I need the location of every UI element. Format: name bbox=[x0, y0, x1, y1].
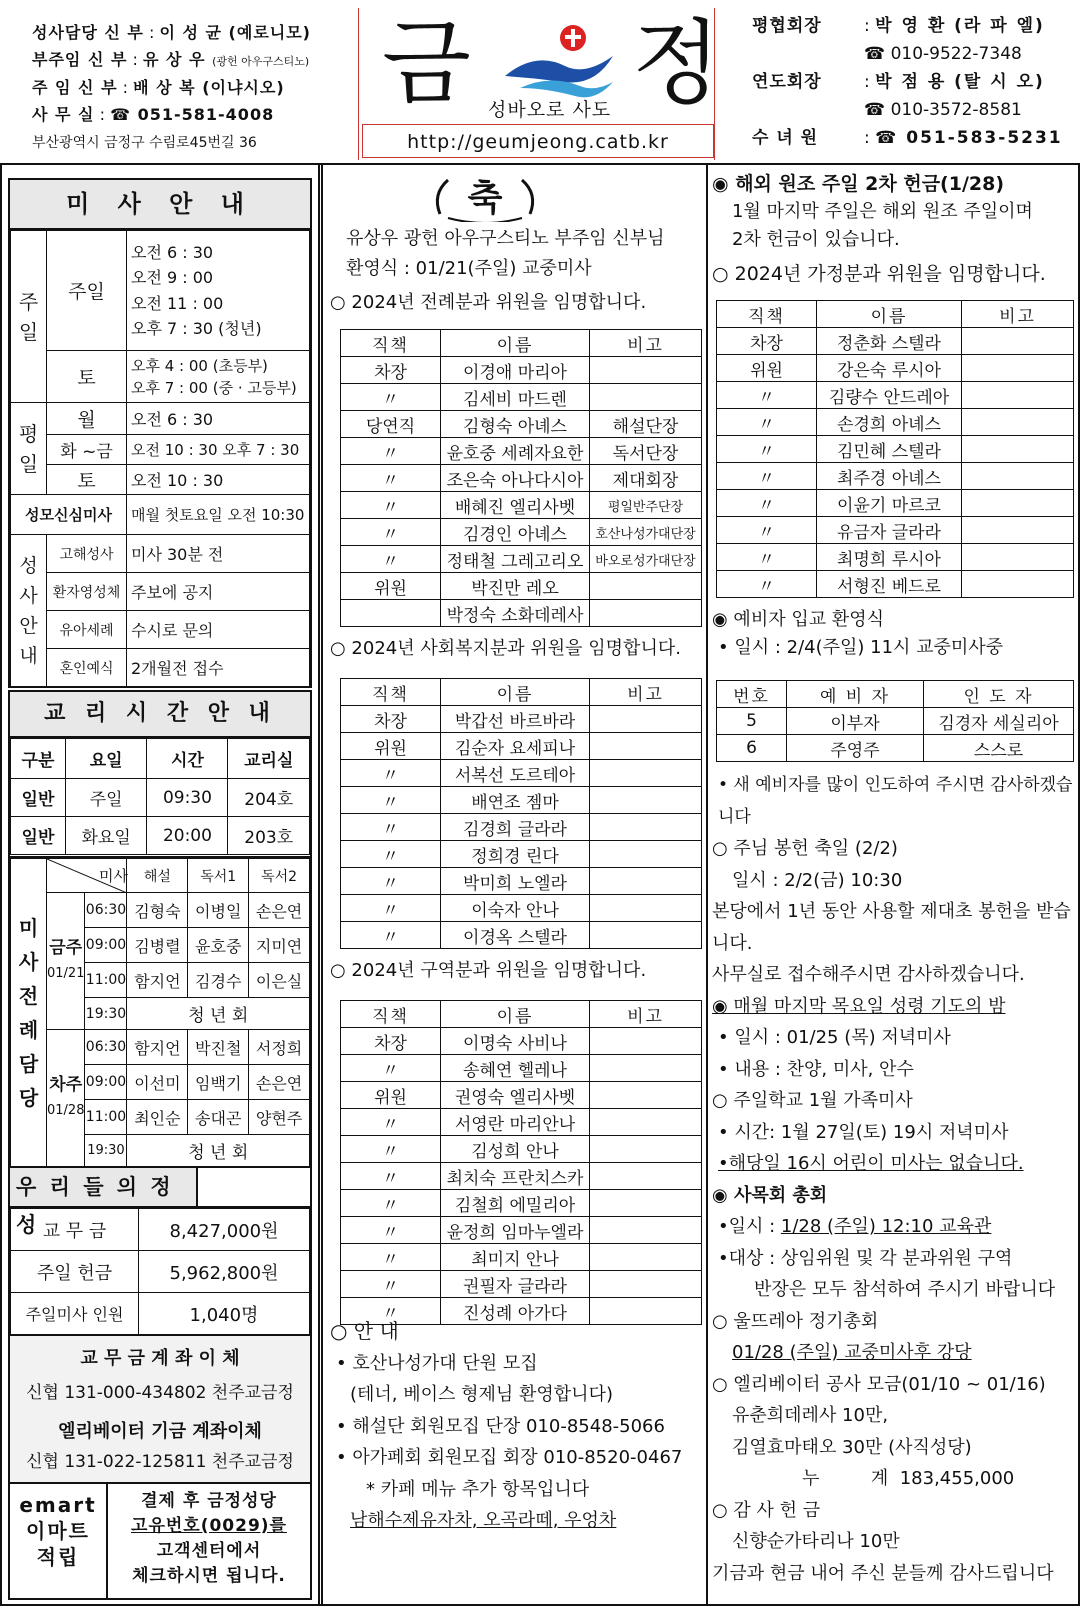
table-row bbox=[341, 600, 702, 627]
mass-guide-title: 미 사 안 내 bbox=[10, 180, 310, 230]
name-cell: 김세비 마드렌 bbox=[441, 384, 590, 411]
note-cell bbox=[590, 384, 702, 411]
role-cell: 〃 bbox=[341, 519, 441, 546]
table-row bbox=[341, 1271, 702, 1298]
name-cell: 송혜연 헬레나 bbox=[441, 1055, 590, 1082]
mass-guide-table: 주일 주일 오전 6 : 30 오전 9 : 00 오전 11 : 00 오후 7 : 30 (청년) 토 오후 4 : 00 (초등부) 오후 7 : 00 (중 · 고등부) 평일 월 오전 6 : 30 화 ~금 오전 10 : 30 오후 7 : 30 토 오전 10 : 30 성모신심미사 매월 첫토요일 오전 10:30 성사안내 고해성사 미사 30분 전 환자영성체 주보에 공지 유아세례 수시로 문의 혼인예식 2개월전 접수 bbox=[10, 230, 310, 687]
role-cell: 차장 bbox=[717, 328, 817, 355]
name-cell: 최미지 안나 bbox=[441, 1244, 590, 1271]
table-row bbox=[717, 355, 1074, 382]
catechumen-table: 번호 예 비 자 인 도 자 5 이부자 김경자 세실리아 6 주영주 스스로 bbox=[716, 680, 1074, 762]
role-cell: 〃 bbox=[341, 1136, 441, 1163]
table-row bbox=[341, 411, 702, 438]
table-header: 이름 bbox=[817, 301, 962, 328]
role-cell bbox=[341, 600, 441, 627]
name-cell: 최치숙 프란치스카 bbox=[441, 1163, 590, 1190]
name-cell: 최명희 루시아 bbox=[817, 544, 962, 571]
name-cell: 김경인 아녜스 bbox=[441, 519, 590, 546]
role-cell: 〃 bbox=[717, 517, 817, 544]
note-cell bbox=[590, 357, 702, 384]
table-row bbox=[717, 517, 1074, 544]
table-row bbox=[341, 465, 702, 492]
role-cell: 〃 bbox=[341, 895, 441, 922]
role-cell: 〃 bbox=[341, 1217, 441, 1244]
note-cell bbox=[962, 571, 1074, 598]
offering-box bbox=[8, 1166, 312, 1336]
role-cell: 〃 bbox=[341, 1190, 441, 1217]
clergy-row: 주 임 신 부 : 배 상 복 (이냐시오) bbox=[32, 78, 285, 97]
role-cell: 〃 bbox=[341, 922, 441, 949]
mass-guide-box bbox=[8, 178, 312, 688]
name-cell: 김철희 에밀리아 bbox=[441, 1190, 590, 1217]
note-cell bbox=[590, 814, 702, 841]
role-cell: 〃 bbox=[341, 384, 441, 411]
table-row bbox=[341, 492, 702, 519]
note-cell bbox=[590, 733, 702, 760]
column-middle bbox=[330, 166, 702, 1604]
table-row bbox=[341, 357, 702, 384]
t2-title: ○ 2024년 사회복지분과 위원을 임명합니다. bbox=[330, 638, 681, 659]
role-cell: 〃 bbox=[717, 544, 817, 571]
table-row bbox=[341, 760, 702, 787]
note-cell bbox=[962, 517, 1074, 544]
name-cell: 이윤기 마르코 bbox=[817, 490, 962, 517]
name-cell: 윤호중 세례자요한 bbox=[441, 438, 590, 465]
note-cell bbox=[590, 1109, 702, 1136]
name-cell: 박진만 레오 bbox=[441, 573, 590, 600]
note-cell bbox=[590, 1163, 702, 1190]
name-cell: 정희경 린다 bbox=[441, 841, 590, 868]
table-row bbox=[341, 1109, 702, 1136]
table-row bbox=[341, 546, 702, 573]
table-row bbox=[341, 1055, 702, 1082]
note-cell bbox=[590, 922, 702, 949]
table-row bbox=[341, 1217, 702, 1244]
note-cell: 독서단장 bbox=[590, 438, 702, 465]
welfare-committee-table bbox=[340, 678, 702, 949]
table-row bbox=[341, 438, 702, 465]
role-cell: 위원 bbox=[341, 573, 441, 600]
table-header: 비고 bbox=[962, 301, 1074, 328]
note-cell bbox=[590, 1028, 702, 1055]
table-row bbox=[341, 1163, 702, 1190]
table-header: 비고 bbox=[590, 330, 702, 357]
note-cell bbox=[590, 895, 702, 922]
name-cell: 김성희 안나 bbox=[441, 1136, 590, 1163]
note-cell bbox=[590, 868, 702, 895]
role-cell: 〃 bbox=[341, 546, 441, 573]
liturgy-committee-table bbox=[340, 329, 702, 627]
role-cell: 위원 bbox=[717, 355, 817, 382]
name-cell: 김경희 글라라 bbox=[441, 814, 590, 841]
emart-brand: emart 이마트 적립 bbox=[10, 1484, 108, 1598]
table-row bbox=[341, 573, 702, 600]
note-cell bbox=[962, 328, 1074, 355]
note-cell: 제대회장 bbox=[590, 465, 702, 492]
offering-title: 우 리 들 의 정 성 bbox=[10, 1168, 198, 1206]
role-cell: 〃 bbox=[341, 841, 441, 868]
note-cell bbox=[590, 706, 702, 733]
name-cell: 강은숙 루시아 bbox=[817, 355, 962, 382]
role-cell: 〃 bbox=[341, 492, 441, 519]
role-cell: 〃 bbox=[341, 760, 441, 787]
table-row bbox=[341, 814, 702, 841]
name-cell: 최주경 아녜스 bbox=[817, 463, 962, 490]
name-cell: 정태철 그레고리오 bbox=[441, 546, 590, 573]
note-cell bbox=[590, 787, 702, 814]
table-row bbox=[341, 895, 702, 922]
note-cell: 평일반주단장 bbox=[590, 492, 702, 519]
table-header: 직책 bbox=[341, 679, 441, 706]
note-cell bbox=[590, 1136, 702, 1163]
table-header: 비고 bbox=[590, 1001, 702, 1028]
table-row bbox=[341, 519, 702, 546]
patron-saint: 성바오로 사도 bbox=[488, 99, 612, 121]
role-cell: 〃 bbox=[341, 1109, 441, 1136]
note-cell bbox=[590, 760, 702, 787]
role-cell: 〃 bbox=[717, 382, 817, 409]
name-cell: 서형진 베드로 bbox=[817, 571, 962, 598]
name-cell: 조은숙 아나다시아 bbox=[441, 465, 590, 492]
table-row bbox=[717, 571, 1074, 598]
clergy-row: 부주임 신 부 : 유 상 우 (광헌 아우구스티노) bbox=[32, 49, 310, 69]
role-cell: 〃 bbox=[717, 571, 817, 598]
role-cell: 차장 bbox=[341, 706, 441, 733]
role-cell: 차장 bbox=[341, 357, 441, 384]
table-row bbox=[717, 409, 1074, 436]
name-cell: 이경애 마리아 bbox=[441, 357, 590, 384]
emart-info: 결제 후 금정성당 고유번호(0029)를 고객센터에서 체크하시면 됩니다. bbox=[131, 1491, 287, 1586]
role-cell: 〃 bbox=[341, 1244, 441, 1271]
t3-title: ○ 2024년 구역분과 위원을 임명합니다. bbox=[330, 960, 647, 981]
role-cell: 〃 bbox=[341, 1271, 441, 1298]
note-cell bbox=[590, 573, 702, 600]
role-cell: 위원 bbox=[341, 733, 441, 760]
role-cell: 〃 bbox=[341, 1163, 441, 1190]
name-cell: 이명숙 사비나 bbox=[441, 1028, 590, 1055]
table-row bbox=[717, 382, 1074, 409]
table-header: 이름 bbox=[441, 330, 590, 357]
clergy-row: 사 무 실 : ☎ 051-581-4008 bbox=[32, 104, 275, 124]
table-row bbox=[341, 733, 702, 760]
role-cell: 〃 bbox=[341, 1055, 441, 1082]
contacts: 평협회장 : 박 영 환 (라 파 엘) ☎ 010-9522-7348 연도회장 : 박 점 용 (탈 시 오) ☎ 010-3572-8581 수 녀 원 : ☎ 051-583-5231 bbox=[752, 16, 1063, 148]
note-cell: 바오로성가대단장 bbox=[590, 546, 702, 573]
note-cell bbox=[590, 600, 702, 627]
name-cell: 배혜진 엘리사벳 bbox=[441, 492, 590, 519]
role-cell: 〃 bbox=[341, 814, 441, 841]
note-cell bbox=[590, 1190, 702, 1217]
name-cell: 박갑선 바르바라 bbox=[441, 706, 590, 733]
emart-box bbox=[8, 1482, 312, 1600]
note-cell bbox=[590, 1271, 702, 1298]
name-cell: 유금자 글라라 bbox=[817, 517, 962, 544]
table-header: 직책 bbox=[341, 1001, 441, 1028]
note-cell bbox=[962, 490, 1074, 517]
title-left-char: 금 bbox=[382, 10, 471, 117]
role-cell: 〃 bbox=[717, 490, 817, 517]
note-cell: 해설단장 bbox=[590, 411, 702, 438]
name-cell: 윤정희 임마누엘라 bbox=[441, 1217, 590, 1244]
role-cell: 〃 bbox=[717, 409, 817, 436]
clergy-row: 성사담당 신 부 : 이 성 균 (예로니모) bbox=[32, 23, 311, 42]
family-committee-title: ○ 2024년 가정분과 위원을 임명합니다. bbox=[712, 263, 1046, 285]
note-cell bbox=[962, 436, 1074, 463]
note-cell bbox=[962, 409, 1074, 436]
role-cell: 〃 bbox=[717, 436, 817, 463]
role-cell: 〃 bbox=[717, 463, 817, 490]
name-cell: 김형숙 아녜스 bbox=[441, 411, 590, 438]
note-cell bbox=[962, 463, 1074, 490]
catechumen-block: ◉ 예비자 입교 환영식 • 일시 : 2/4(주일) 11시 교중미사중 bbox=[712, 609, 1004, 658]
welcome-text: 유상우 광헌 아우구스티노 부주임 신부님 환영식 : 01/21(주일) 교중미사 bbox=[346, 228, 665, 279]
table-row bbox=[717, 436, 1074, 463]
note-cell bbox=[590, 1244, 702, 1271]
note-cell bbox=[590, 1055, 702, 1082]
celebrate-emblem: 축 bbox=[430, 172, 540, 222]
table-row bbox=[717, 463, 1074, 490]
name-cell: 이숙자 안나 bbox=[441, 895, 590, 922]
name-cell: 박미희 노엘라 bbox=[441, 868, 590, 895]
note-cell bbox=[962, 382, 1074, 409]
table-row bbox=[341, 1028, 702, 1055]
website-link[interactable]: http://geumjeong.catb.kr bbox=[362, 124, 714, 158]
role-cell: 차장 bbox=[341, 1028, 441, 1055]
role-cell: 〃 bbox=[341, 465, 441, 492]
title-right-char: 정 bbox=[632, 10, 721, 117]
table-header: 비고 bbox=[590, 679, 702, 706]
offering-table: 교 무 금 8,427,000원 주일 헌금 5,962,800원 주일미사 인원 1,040명 bbox=[10, 1208, 310, 1335]
name-cell: 김량수 안드레아 bbox=[817, 382, 962, 409]
clergy-info bbox=[32, 20, 357, 157]
table-row bbox=[341, 841, 702, 868]
name-cell: 진성례 아가다 bbox=[441, 1298, 590, 1325]
table-row bbox=[341, 1082, 702, 1109]
role-cell: 〃 bbox=[341, 438, 441, 465]
column-right bbox=[712, 166, 1076, 1604]
note-cell bbox=[590, 1082, 702, 1109]
name-cell: 서복선 도르테아 bbox=[441, 760, 590, 787]
table-row bbox=[341, 922, 702, 949]
catechism-box: 교 리 시 간 안 내 구분 요일 시간 교리실 일반 주일 09:30 204호 일반 화요일 20:00 203호 bbox=[8, 690, 312, 858]
district-committee-table bbox=[340, 1000, 702, 1325]
table-header: 이름 bbox=[441, 1001, 590, 1028]
name-cell: 권필자 글라라 bbox=[441, 1271, 590, 1298]
role-cell: 위원 bbox=[341, 1082, 441, 1109]
notice-block: ○ 안 내 • 호산나성가대 단원 모집 (테너, 베이스 형제님 환영합니다) • 해설단 회원모집 단장 010-8548-5066 • 아가페회 회원모집 회장 010-8520-0467 * 카페 메뉴 추가 항목입니다 남해수제유자차, 오곡라떼, 우엉차 bbox=[330, 1319, 683, 1531]
role-cell: 〃 bbox=[341, 787, 441, 814]
note-cell bbox=[962, 355, 1074, 382]
table-row bbox=[341, 1136, 702, 1163]
note-cell bbox=[962, 544, 1074, 571]
liturgy-box bbox=[8, 856, 312, 1168]
notices-right: • 새 예비자를 많이 인도하여 주시면 감사하겠습니다 ○ 주님 봉헌 축일 (2/2) 일시 : 2/2(금) 10:30 본당에서 1년 동안 사용할 제대초 봉헌을 받습니다. 사무실로 접수해주시면 감사하겠습니다. ◉ 매월 마지막 목요일 성령 기도의 밤 • 일시 : 01/25 (목) 저녁미사 • 내용 : 찬양, 미사, 안수 ○ 주일학교 1월 가족미사 • 시간: 1월 27일(토) 19시 저녁미사 •해당일 16시 어린이 미사는 없습니다. ◉ 사목회 총회 •일시 : 1/28 (주일) 12:10 교육관 •대상 : 상임위원 및 각 분과위원 구역 반장은 모두 참석하여 주시기 바랍니다 ○ 울뜨레아 정기총회 01/28 (주일) 교중미사후 강당 ○ 엘리베이터 공사 모금(01/10 ~ 01/16) 유춘희데레사 10만, 김열효마태오 30만 (사직성당) 누 계 183,455,000 ○ 감 사 헌 금 신향순가타리나 10만 기금과 현금 내어 주신 분들께 감사드립니다 bbox=[712, 775, 1073, 1584]
catechism-table: 구분 요일 시간 교리실 일반 주일 09:30 204호 일반 화요일 20:00 203호 bbox=[10, 738, 310, 855]
table-row bbox=[717, 328, 1074, 355]
accounts-box: 교 무 금 계 좌 이 체 신협 131-000-434802 천주교금정 엘리베이터 기금 계좌이체 신협 131-022-125811 천주교금정 bbox=[8, 1334, 312, 1484]
name-cell: 박정숙 소화데레사 bbox=[441, 600, 590, 627]
name-cell: 이경옥 스텔라 bbox=[441, 922, 590, 949]
table-row bbox=[717, 544, 1074, 571]
name-cell: 김민혜 스텔라 bbox=[817, 436, 962, 463]
role-cell: 〃 bbox=[341, 868, 441, 895]
table-row bbox=[341, 1244, 702, 1271]
role-cell: 〃 bbox=[341, 1298, 441, 1325]
name-cell: 배연조 젬마 bbox=[441, 787, 590, 814]
table-header: 직책 bbox=[341, 330, 441, 357]
liturgy-table: 미사전례담당 미사 해설 독서1 독서2 금주 01/21 06:30 김형숙 이병일 손은연 09:00 김병렬 윤호중 지미연 11:00 함지언 김경수 이은실 19:30 청 년 회 차주 01/28 06:30 함지언 박진철 서정희 09:00 이선미 임백기 손은연 11:00 최인순 송대곤 양현주 19:30 청 년 회 bbox=[10, 858, 310, 1167]
t1-title: ○ 2024년 전례분과 위원을 임명합니다. bbox=[330, 292, 647, 313]
note-cell bbox=[590, 1217, 702, 1244]
role-cell: 당연직 bbox=[341, 411, 441, 438]
table-row bbox=[341, 868, 702, 895]
table-row bbox=[341, 787, 702, 814]
table-row bbox=[341, 384, 702, 411]
overseas-aid: ◉ 해외 원조 주일 2차 헌금(1/28) 1월 마지막 주일은 해외 원조 주일이며 2차 헌금이 있습니다. bbox=[712, 173, 1033, 250]
note-cell: 호산나성가대단장 bbox=[590, 519, 702, 546]
name-cell: 손경희 아녜스 bbox=[817, 409, 962, 436]
family-committee-table bbox=[716, 300, 1074, 598]
table-header: 직책 bbox=[717, 301, 817, 328]
table-row bbox=[341, 706, 702, 733]
table-row bbox=[341, 1190, 702, 1217]
church-address: 부산광역시 금정구 수림로45번길 36 bbox=[32, 135, 257, 151]
note-cell bbox=[590, 841, 702, 868]
table-row bbox=[717, 490, 1074, 517]
name-cell: 정춘화 스텔라 bbox=[817, 328, 962, 355]
table-header: 이름 bbox=[441, 679, 590, 706]
name-cell: 서영란 마리안나 bbox=[441, 1109, 590, 1136]
name-cell: 권영숙 엘리사벳 bbox=[441, 1082, 590, 1109]
name-cell: 김순자 요세피나 bbox=[441, 733, 590, 760]
